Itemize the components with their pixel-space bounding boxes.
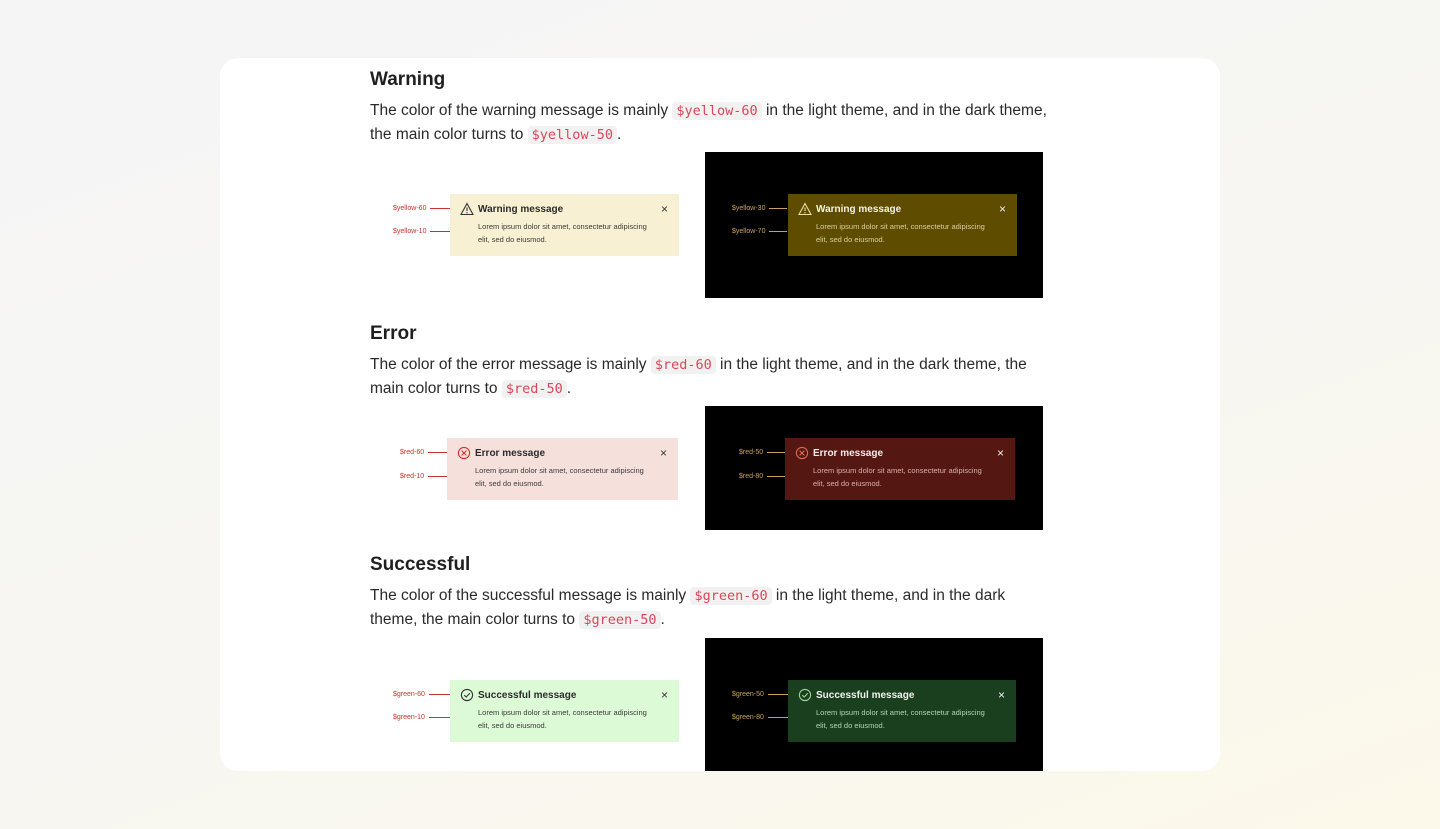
annotation [393, 205, 458, 212]
annotation [732, 714, 788, 721]
warning-section [370, 68, 1050, 147]
annotation-label: $red-60 [400, 449, 425, 456]
error-heading: Error [370, 323, 417, 344]
success-desc-text-2: in the light theme, and in the dark theme, the main color turns to [370, 587, 1006, 628]
annotation-label: $yellow-30 [732, 205, 766, 212]
close-icon[interactable]: × [660, 202, 668, 216]
success-desc-text-1: The color of the successful message is mainly [370, 587, 691, 604]
annotation [393, 228, 458, 235]
warning-triangle-icon [460, 202, 474, 216]
toast-title: Error message [475, 447, 546, 459]
error-desc-text-1: The color of the error message is mainly [370, 356, 651, 373]
success-dark-token: $green-50 [579, 611, 660, 629]
error-toast-dark [785, 438, 1015, 500]
error-desc-text-3: . [566, 380, 572, 397]
toast-body: Lorem ipsum dolor sit amet, consectetur adipiscing elit, sed do eiusmod. [813, 466, 982, 488]
annotation-label: $yellow-70 [732, 228, 766, 235]
toast-title: Error message [813, 447, 884, 459]
warning-desc-text-1: The color of the warning message is mainly [370, 102, 673, 119]
success-section [370, 553, 1050, 632]
warning-triangle-icon [798, 202, 812, 216]
error-description [370, 353, 1050, 401]
error-dark-demo [705, 406, 1043, 530]
toast-body: Lorem ipsum dolor sit amet, consectetur adipiscing elit, sed do eiusmod. [478, 708, 647, 730]
warning-heading: Warning [370, 69, 446, 90]
close-icon[interactable]: × [660, 688, 668, 702]
annotation-label: $red-80 [739, 473, 764, 480]
success-desc-text-3: . [660, 611, 665, 628]
toast-body: Lorem ipsum dolor sit amet, consectetur adipiscing elit, sed do eiusmod. [816, 708, 985, 730]
annotation-label: $red-50 [739, 449, 764, 456]
success-toast-light [450, 680, 679, 742]
close-icon[interactable]: × [659, 446, 667, 460]
check-circle-icon [798, 688, 812, 702]
error-section [370, 322, 1050, 401]
warning-dark-demo [705, 152, 1043, 298]
close-icon[interactable]: × [996, 446, 1004, 460]
toast-title: Successful message [816, 689, 915, 701]
annotation [732, 228, 787, 235]
warning-demo [370, 152, 1060, 298]
error-circle-x-icon [795, 446, 809, 460]
error-toast-light [447, 438, 678, 500]
annotation [739, 449, 785, 456]
success-demo [370, 638, 1060, 771]
toast-body: Lorem ipsum dolor sit amet, consectetur adipiscing elit, sed do eiusmod. [475, 466, 644, 488]
toast-title: Warning message [478, 203, 564, 215]
annotation [739, 473, 785, 480]
close-icon[interactable]: × [998, 202, 1006, 216]
annotation [732, 691, 788, 698]
annotation-label: $yellow-10 [393, 228, 427, 235]
success-toast-dark [788, 680, 1016, 742]
toast-body: Lorem ipsum dolor sit amet, consectetur adipiscing elit, sed do eiusmod. [816, 222, 985, 244]
error-desc-text-2: in the light theme, and in the dark theme, the main color turns to [370, 356, 1027, 397]
success-light-demo [370, 638, 690, 771]
annotation [393, 714, 453, 721]
error-dark-token: $red-50 [502, 380, 567, 398]
annotation [393, 691, 453, 698]
warning-desc-text-3: . [616, 126, 622, 143]
toast-body: Lorem ipsum dolor sit amet, consectetur adipiscing elit, sed do eiusmod. [478, 222, 647, 244]
warning-toast-light [450, 194, 679, 256]
warning-description [370, 99, 1050, 147]
close-icon[interactable]: × [997, 688, 1005, 702]
error-light-token: $red-60 [651, 356, 716, 374]
success-dark-demo [705, 638, 1043, 771]
success-description [370, 584, 1050, 632]
error-demo [370, 406, 1060, 530]
annotation [732, 205, 787, 212]
annotation-label: $red-10 [400, 473, 425, 480]
check-circle-icon [460, 688, 474, 702]
warning-dark-token: $yellow-50 [528, 126, 617, 144]
toast-title: Successful message [478, 689, 577, 701]
annotation-label: $green-10 [393, 714, 425, 721]
warning-light-token: $yellow-60 [672, 102, 761, 120]
error-light-demo [370, 406, 690, 530]
toast-title: Warning message [816, 203, 902, 215]
annotation-label: $green-50 [732, 691, 764, 698]
content-card [220, 58, 1220, 771]
warning-toast-dark [788, 194, 1017, 256]
annotation [400, 449, 452, 456]
error-circle-x-icon [457, 446, 471, 460]
warning-desc-text-2: in the light theme, and in the dark theme, the main color turns to [370, 102, 1047, 143]
success-heading: Successful [370, 554, 471, 575]
warning-light-demo [370, 152, 690, 298]
annotation-label: $green-80 [732, 714, 764, 721]
annotation-label: $green-60 [393, 691, 425, 698]
annotation [400, 473, 452, 480]
success-light-token: $green-60 [690, 587, 771, 605]
annotation-label: $yellow-60 [393, 205, 427, 212]
